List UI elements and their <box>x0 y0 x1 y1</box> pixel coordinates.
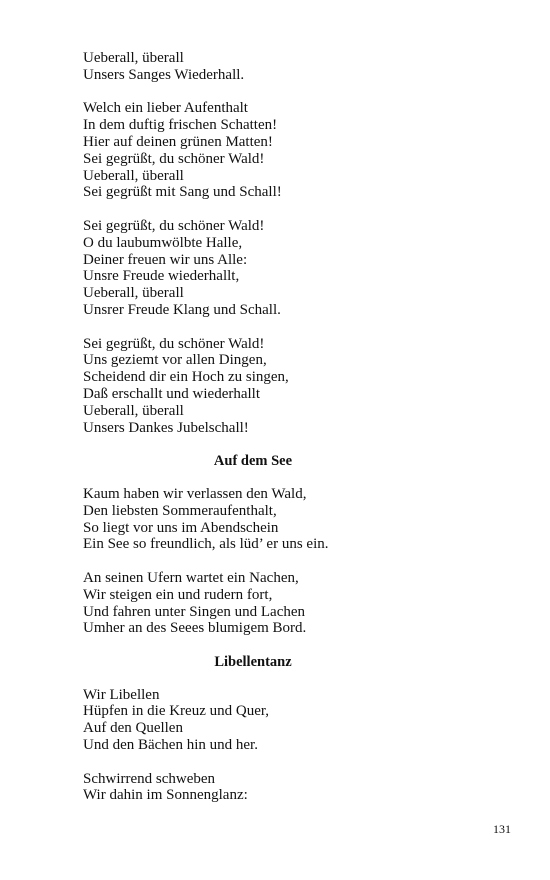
verse-line: Hüpfen in die Kreuz und Quer, <box>83 703 270 720</box>
verse-line: Ueberall, überall <box>83 50 184 66</box>
verse-line: Sei gegrüßt, du schöner Wald! <box>83 150 265 167</box>
verse-line: Unsrer Freude Klang und Schall. <box>83 301 281 318</box>
poem-title: Libellentanz <box>214 653 292 670</box>
verse-line: Scheidend dir ein Hoch zu singen, <box>83 369 289 386</box>
poem-title: Auf dem See <box>213 453 293 470</box>
stanza <box>83 570 423 637</box>
verse-line: Deiner freuen wir uns Alle: <box>83 251 248 268</box>
verse-line: Wir Libellen <box>83 686 160 703</box>
page-number: 131 <box>493 822 511 836</box>
verse-line: Unsers Sanges Wiederhall. <box>83 66 245 83</box>
verse-line: Wir steigen ein und rudern fort, <box>83 586 273 603</box>
stanza <box>83 336 423 437</box>
verse-line: Hier auf deinen grünen Matten! <box>83 133 273 150</box>
verse-line: An seinen Ufern wartet ein Nachen, <box>83 569 299 586</box>
verse-line: Welch ein lieber Aufenthalt <box>83 100 248 117</box>
verse-line: Umher an des Seees blumigem Bord. <box>83 620 307 637</box>
verse-line: Daß erschallt und wiederhallt <box>83 385 261 402</box>
stanza <box>83 218 423 319</box>
verse-line: Wir dahin im Sonnenglanz: <box>83 787 248 804</box>
verse-line: Schwirrend schweben <box>83 770 216 787</box>
verse-line: So liegt vor uns im Abendschein <box>83 519 279 536</box>
verse-line: O du laubumwölbte Halle, <box>83 234 243 251</box>
stanza <box>83 50 423 84</box>
stanza <box>83 486 423 553</box>
verse-line: Ueberall, überall <box>83 167 184 184</box>
verse-line: Unsers Dankes Jubelschall! <box>83 419 249 436</box>
verse-line: Sei gegrüßt, du schöner Wald! <box>83 217 265 234</box>
stanza <box>83 771 423 805</box>
verse-line: Ueberall, überall <box>83 285 184 302</box>
verse-line: Den liebsten Sommeraufenthalt, <box>83 502 277 519</box>
verse-line: Und fahren unter Singen und Lachen <box>83 603 306 620</box>
verse-line: Auf den Quellen <box>83 720 183 737</box>
verse-line: Kaum haben wir verlassen den Wald, <box>83 485 307 502</box>
verse-line: In dem duftig frischen Schatten! <box>83 117 278 134</box>
verse-line: Ein See so freundlich, als lüd’ er uns ein. <box>83 536 329 553</box>
stanza <box>83 100 423 201</box>
stanza <box>83 687 423 754</box>
verse-line: Uns geziemt vor allen Dingen, <box>83 352 267 369</box>
verse-line: Ueberall, überall <box>83 402 184 419</box>
verse-line: Sei gegrüßt, du schöner Wald! <box>83 335 265 352</box>
verse-line: Unsre Freude wiederhallt, <box>83 268 240 285</box>
verse-line: Und den Bächen hin und her. <box>83 737 258 754</box>
verse-line: Sei gegrüßt mit Sang und Schall! <box>83 184 282 201</box>
poem-text-column <box>83 50 423 821</box>
